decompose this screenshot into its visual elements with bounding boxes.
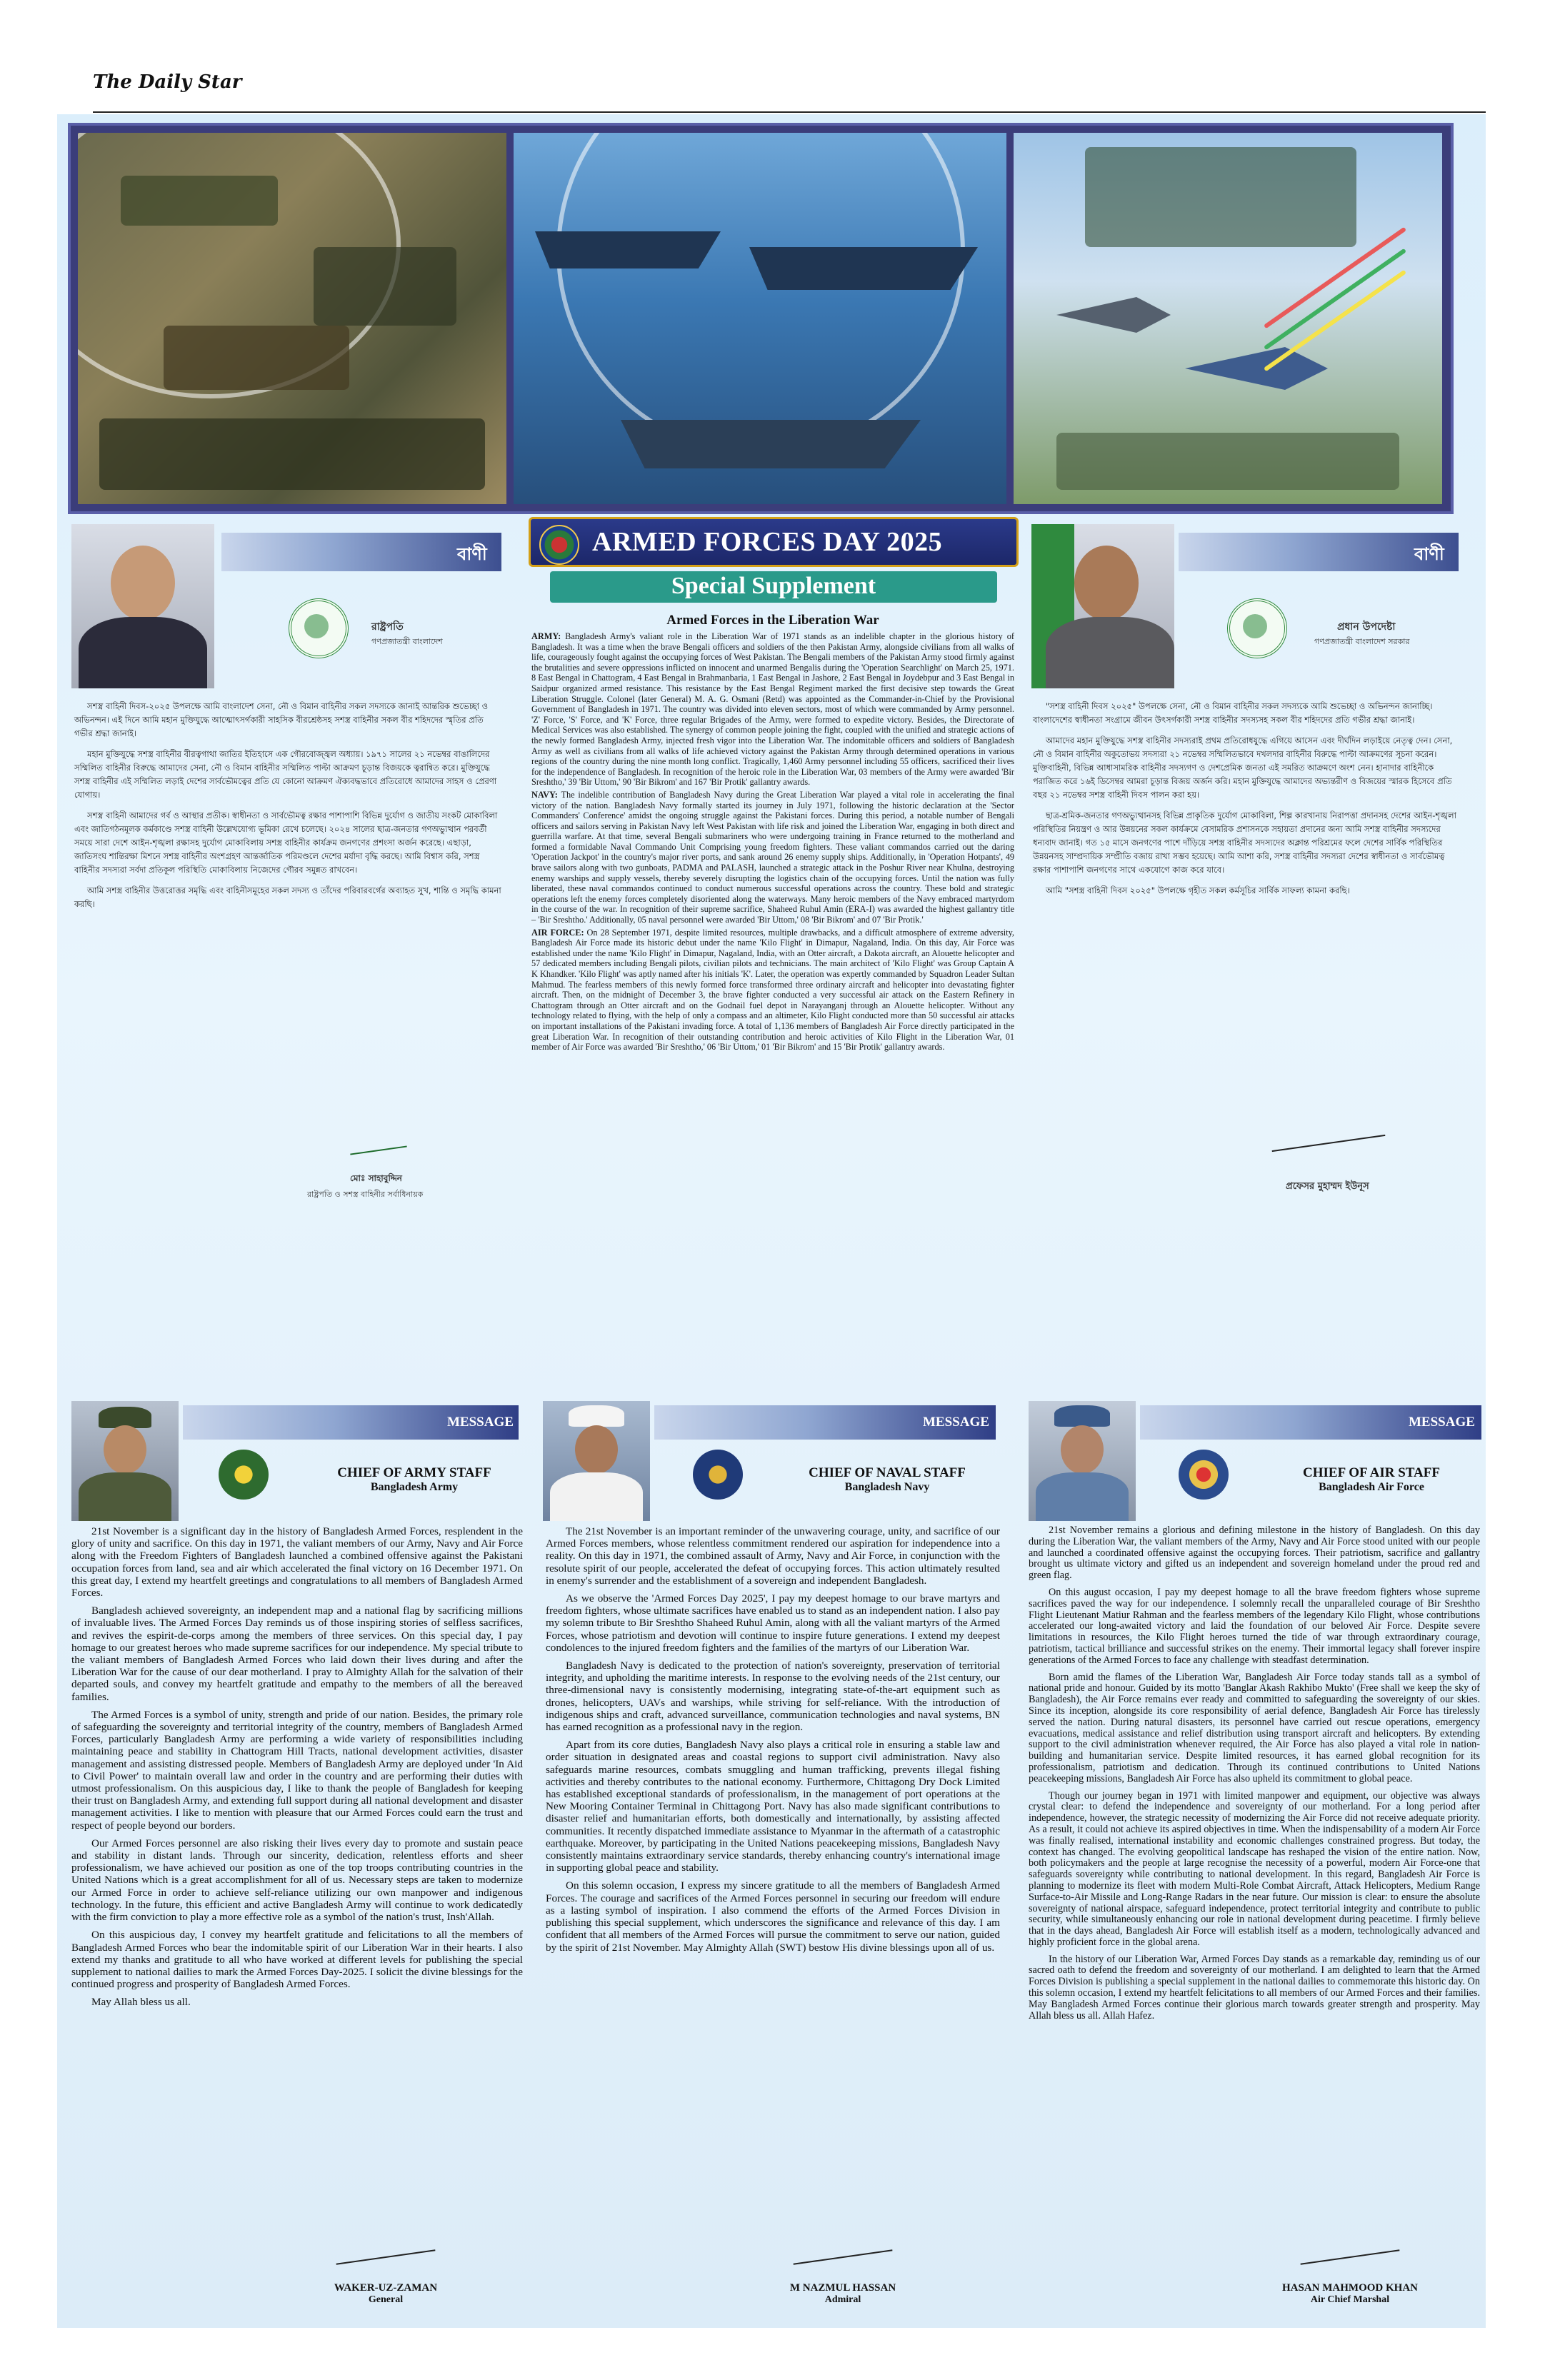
army-photo-panel [78,133,506,504]
airforce-chief-title [1264,1465,1479,1494]
message-paragraph: On this solemn occasion, I express my sincere gratitude to all the members of Bangladesh Armed Forces. The courage and sacrifices of the Armed Forces personnel in securing our freedom will endure as a lasting symbol of inspiration. I also commend the efforts of the Armed Forces Division in publishing this special supplement, which underscores the significance and relevance of this day. I am confident that all members of the Armed Forces will pursue the commitment to serve our nation, guided by the spirit of 21st November. May Almighty Allah (SWT) bestow His divine blessings upon all of us. [546,1879,1000,1954]
navy-message-label: MESSAGE [923,1415,989,1430]
message-paragraph: Our Armed Forces personnel are also risking their lives every day to promote and sustain peace and stability in distant lands. Through our sincerity, dedication, relentless efforts and sheer professionalism, we have achieved our position as one of the top troops contributing countries in the United Nations which is a great accomplishment for all of us. Necessary steps are taken to modernize our Armed Force in order to achieve self-reliance utilizing our own manpower and indigenous technology. In the future, this efficient and active Bangladesh Army will continue to work dedicatedly with the firm conviction to play a more effective role as a symbol of the nation's trust, Insh'Allah. [71,1837,523,1924]
airfield-image [1056,433,1399,490]
message-paragraph: Bangladesh Navy is dedicated to the protection of nation's sovereignty, preservation of territorial integrity, and upholding the maritime interests. In response to the evolving needs of the 21st century, our three-dimensional navy is consistently modernising, integrating state-of-the-art equipment such as drones, helicopters, UAVs and warships, while striving for self-reliance. With the introduction of indigenous ships and craft, advanced surveillance, communication technologies and naval systems, BN has earned recognition as a professional navy in the region. [546,1660,1000,1734]
masthead [50,69,1500,114]
banner-subtitle: Special Supplement [671,573,876,599]
army-chief-title [307,1465,521,1494]
message-paragraph: As we observe the 'Armed Forces Day 2025', I pay my deepest homage to our brave martyrs and freedom fighters, whose ultimate sacrifices have enabled us to stand as an independent nation. I also pay my solemn tribute to Bir Sreshtho Shaheed Ruhul Amin, along with all the valiant martyrs of the Armed Forces, whose patriotism and devotion will continue to inspire future generations. I extend my deepest condolences to the injured freedom fighters and the families of the martyrs of our Liberation War. [546,1592,1000,1654]
liberation-war-article [531,631,1014,1055]
air-chief-name: HASAN MAHMOOD KHAN [1282,2282,1418,2294]
navy-chief-name: M NAZMUL HASSAN [789,2282,896,2294]
armed-forces-division-emblem [539,525,579,565]
message-paragraph: Though our journey began in 1971 with limited manpower and equipment, our objective was always crystal clear: to defend the independence and sovereignty of our motherland. For a long period after independence, however, the strategic necessity of modernizing the Air Force did not receive adequate priority. As a result, it could not achieve its aspired objectives in time. When the indispensability of a modern Air Force was finally realised, international instability and economic challenges constrained progress. But today, the context has changed. The evolving geopolitical landscape has reshaped the vision of the entire nation. Now, both policymakers and the people at large recognise the necessity of a powerful, modern Air Force-one that safeguards sovereignty while contributing to national development. In this regard, Bangladesh Air Force is planning to modernize its fleet with modern Multi-Role Combat Aircraft, Attack Helicopters, Medium Range Surface-to-Air Missile and Long-Range Radars in the near future. Our mission is clear: to ensure the absolute sovereignty of national airspace, safeguard independence, protect territorial integrity and contribute to public security, while simultaneously enhancing our role in national development during peacetime. I firmly believe that in the days ahead, Bangladesh Air Force will establish itself as a modern, technologically advanced and highly proficient force in the global arena. [1029,1789,1480,1948]
airforce-section-text: On 28 September 1971, despite limited resources, multiple drawbacks, and a difficult atmosphere of extreme adversity, Bangladesh Air Force made its historic debut under the name 'Kilo Flight' in Dimapur, Nagaland, India. On this day, Air Force was established under the name 'Kilo Flight' in Dimapur, Nagaland, India, with an Otter aircraft, a Dakota aircraft, an Alouette helicopter and 57 dedicated members including Bengali pilots, civilian pilots and technicians. The main architect of 'Kilo Flight' was Group Captain A K Khandker. 'Kilo Flight' was aptly named after his initials 'K'. Later, the operation was expertly commanded by Squadron Leader Sultan Mahmud. The fearless members of this newly formed force transformed three ordinary aircraft and helicopter into devastating fighter aircraft. Then, on the midnight of December 3, the brave fighter conducted a very successful air attack on the Eastern Refinery in Chattogram through an Otter aircraft and on the Godnail fuel depot in Narayanganj through an Alouette helicopter. Without any technology related to flying, with the help of only a compass and an altimeter, Kilo Flight conducted more than 50 successful air attacks on important installations of the Pakistani invading force. A total of 1,136 members of Bangladesh Air Force directly participated in the great Liberation War. In recognition of their outstanding contribution and heroic activities of Kilo Flight in the Liberation War, 01 member of Air Force was awarded 'Bir Sreshtho,' 06 'Bir Uttom,' 01 'Bir Bikrom' and 15 'Bir Protik' gallantry awards. [531,927,1015,1053]
airforce-message-label: MESSAGE [1409,1415,1475,1430]
chief-adviser-emblem [1227,598,1287,658]
chief-adviser-designation: প্রধান উপদেষ্টা [1337,621,1396,633]
bangladesh-navy-crest [693,1450,743,1500]
helicopter-image [121,176,278,226]
message-paragraph: মহান মুক্তিযুদ্ধে সশস্ত্র বাহিনীর বীরত্বগাথা জাতির ইতিহাসে এক গৌরবোজ্জ্বল অধ্যায়। ১৯৭১ সালের ২১ নভেম্বর বাঙালিদের সম্মিলিত বাহিনীর বিরুদ্ধে আমাদের সেনা, নৌ ও বিমান বাহিনীর সম্মিলিত পাল্টা আক্রমণ চূড়ান্ত বিজয়কে ত্বরান্বিত করে। মুক্তিযুদ্ধে সশস্ত্র বাহিনীর এই সম্মিলিত লড়াই দেশের সার্বভৌমত্বের প্রতি যে কোনো আক্রমণ ঐক্যবদ্ধভাবে প্রতিরোধে আমাদের সাহস ও প্রেরণা যোগায়। [74,749,497,800]
president-subdesignation: গণপ্রজাতন্ত্রী বাংলাদেশ [371,637,443,646]
smoke-trail [1264,270,1406,372]
bangladesh-air-force-crest [1179,1450,1229,1500]
air-chief-message [1029,1525,1480,2027]
air-chief-signoff [1257,2282,1443,2306]
armed-forces-day-banner [529,517,1019,567]
army-section-label: ARMY: [531,631,561,641]
message-paragraph: The 21st November is an important reminder of the unwavering courage, unity, and sacrifice of our Armed Forces members, whose relentless commitment rendered our aspiration for independence into a reality. On this day in 1971, the combined assault of Army, Navy and Air Force, in conjunction with the resolute spirit of our people, accelerated the defeat of occupying forces. This action ultimately resulted in enemy's surrender and the establishment of a sovereign and independent Bangladesh. [546,1525,1000,1587]
message-paragraph: ছাত্র-শ্রমিক-জনতার গণঅভ্যুত্থানসহ বিভিন্ন প্রাকৃতিক দুর্যোগ মোকাবিলা, শিল্প কারখানায় নিরাপত্তা প্রদানসহ দেশের আইন-শৃঙ্খলা পরিস্থিতির নিয়ন্ত্রণ ও আর উন্নয়নের সকল কার্যক্রমে বেসামরিক প্রশাসনকে সহায়তা প্রদানের জন্য আমি সশস্ত্র বাহিনীর সদস্যদের ধন্যবাদ জানাই। গত ১৫ মাসে জনগণের পাশে দাঁড়িয়ে সশস্ত্র বাহিনীর সদস্যদের অক্লান্ত পরিশ্রমের ফলে দেশের সার্বিক পরিস্থিতির উন্নয়নসহ সাম্প্রদায়িক সম্প্রীতি বজায় রাখা সম্ভব হয়েছে। আমি আশা করি, সশস্ত্র বাহিনীর সদস্যরা দেশের স্বাধীনতা ও সার্বভৌমত্ব রক্ষার পাশাপাশি জনগণের সাথে একযোগে কাজ করে যাবে। [1033,810,1456,875]
soldiers-image [314,247,456,326]
navy-chief-message [546,1525,1000,1959]
message-paragraph: সশস্ত্র বাহিনী আমাদের গর্ব ও আস্থার প্রতীক। স্বাধীনতা ও সার্বভৌমত্ব রক্ষার পাশাপাশি বিভিন্ন দুর্যোগ ও জাতীয় সংকট মোকাবিলা এবং জাতিগঠনমূলক কর্মকাণ্ডে সশস্ত্র বাহিনী উল্লেখযোগ্য ভূমিকা রেখে চলেছে। ২০২৪ সালের ছাত্র-জনতার গণঅভ্যুত্থান পরবর্তী সময়ে সারা দেশে আইন-শৃঙ্খলা রক্ষাসহ দুর্যোগ মোকাবিলায় সশস্ত্র বাহিনীর কার্যক্রম জনগণের প্রশংসা অর্জন করেছে। এছাড়া, জাতিসংঘ শান্তিরক্ষা মিশনে সশস্ত্র বাহিনীর অংশগ্রহণ আন্তর্জাতিক পরিমণ্ডলে দেশের মর্যাদা বৃদ্ধি করছে। আমি বিশ্বাস করি, সশস্ত্র বাহিনীর সদস্যরা সর্বদা প্রতিকূল পরিস্থিতি মোকাবিলায় নিজেদের গৌরব সমুন্নত রাখবেন। [74,810,498,875]
navy-section-label: NAVY: [531,789,558,800]
airforce-section-label: AIR FORCE: [531,927,584,938]
banner-title: ARMED FORCES DAY 2025 [592,527,943,557]
president-header-banner [221,533,501,571]
airforce-message-header [1140,1405,1481,1440]
army-org: Bangladesh Army [370,1481,459,1493]
chief-adviser-header-label: বাণী [1414,544,1444,564]
message-paragraph: On this auspicious day, I convey my heartfelt gratitude and felicitations to all the members of Bangladesh Armed Forces who bear the indomitable spirit of our Liberation War in their hearts. I also extend my thanks and gratitude to all who have worked at different levels for publishing the special supplement to national dailies to mark the Armed Forces Day-2025. I solicit the divine blessings for the continued progress and prosperity of Bangladesh Armed Forces. [71,1929,523,1991]
president-signature-role: রাষ্ট্রপতি ও সশস্ত্র বাহিনীর সর্বাধিনায়ক [307,1190,424,1199]
airforce-org: Bangladesh Air Force [1319,1481,1424,1493]
navy-photo-panel [514,133,1006,504]
fighter-jet-image [1185,347,1328,390]
navy-chief-rank: Admiral [824,2294,861,2305]
message-paragraph: Born amid the flames of the Liberation War, Bangladesh Air Force today stands tall as a symbol of national pride and honour. Guided by its motto 'Banglar Akash Rakhibo Mukto' (Free shall we keep the sky of Bangladesh), the Air Force remains ever ready and committed to safeguarding the sovereignty of our skies. Since its inception, alongside its core responsibility of aerial defence, Bangladesh Air Force has tirelessly served the nation. During natural disasters, its personnel have carried out rescue operations, emergency evacuations, medical assistance and relief distribution using transport aircraft and helicopters. By extending support to the civil administration whenever required, the Air Force has also played a vital role in nation-building and humanitarian service. Despite limited resources, it has earned global recognition for its professionalism, patriotism and dedication. Through its continued contributions to United Nations peacekeeping missions, Bangladesh Air Force has also upheld its commitment to global peace. [1029,1671,1480,1784]
message-paragraph: আমি সশস্ত্র বাহিনীর উত্তরোত্তর সমৃদ্ধি এবং বাহিনীসমূহের সকল সদস্য ও তাঁদের পরিবারবর্গের অব্যাহত সুখ, শান্তি ও সমৃদ্ধি কামনা করছি। [74,885,501,909]
navy-section [531,790,1014,925]
army-section [531,631,1014,788]
navy-org: Bangladesh Navy [844,1481,930,1493]
navy-chief-title-text: CHIEF OF NAVAL STAFF [809,1465,966,1480]
message-paragraph: "সশস্ত্র বাহিনী দিবস ২০২৫" উপলক্ষে সেনা, নৌ ও বিমান বাহিনীর সকল সদস্যকে আমি শুভেচ্ছা ও অভিনন্দন জানাচ্ছি। বাংলাদেশের স্বাধীনতা সংগ্রামে জীবন উৎসর্গকারী সশস্ত্র বাহিনীর সদস্যসহ সকল বীর শহিদদের প্রতি গভীর শ্রদ্ধা জানাই। [1033,701,1433,725]
navy-chief-signoff [750,2282,936,2306]
chief-adviser-signature-name: প্রফেসর মুহাম্মদ ইউনূস [1286,1181,1369,1192]
chief-adviser-message [1033,700,1461,905]
president-portrait [71,524,214,688]
message-paragraph: 21st November remains a glorious and defining milestone in the history of Bangladesh. On this day during the Liberation War, the valiant members of the Army, Navy and Air Force stood united with our people and launched a coordinated offensive against the occupying forces. Their patriotism, sacrifice and gallantry brought us ultimate victory and gifted us an independent and sovereign homeland under the proud red and green flag. [1029,1525,1480,1582]
army-section-text: Bangladesh Army's valiant role in the Liberation War of 1971 stands as an indelible chapter in the glorious history of Bangladesh. It was a time when the brave Bengali officers and soldiers of the then Pakistan Army, alongside civilians from all walks of life, courageously fought against the occupying forces of West Pakistan. The Bengali members of the Pakistan Army stood firmly against the brutalities and severe oppressions inflicted on innocent and unarmed Bengalis during the 'Operation Searchlight' on March 25, 1971. 8 East Bengal in Chattogram, 4 East Bengal in Brahmanbaria, 1 East Bengal in Jashore, 2 East Bengal in Joydebpur and 3 East Bengal in Saidpur organized armed resistance. This resistance by the East Bengal Regiment marked the first decisive step towards the Great Liberation Struggle. Colonel (later General) M. A. G. Osmani (Retd) was appointed as the Commander-in-Chief by the Provisional Government of Bangladesh in 1971. The country was divided into eleven sectors, most of which were commanded by Army personnel. 'Z' Force, 'S' Force, and 'K' Force, three regular Brigades of the Army, were formed to expedite victory. Besides, the Directorate of Medical Services was also established. The synergy of common people joining the fight, coupled with the unified and strategic actions of the newly formed Bangladesh Army, injected fresh vigor into the Liberation War. The indomitable officers and soldiers of Bangladesh Army as well as civilians from all walks of life achieved victory against the Pakistan Army through determined operations in various regions of the country during the nine month long conflict. Tragically, 1,460 Army personnel including 55 officers, sacrificed their lives for the independence of Bangladesh. In recognition of the heroic role in the Liberation War, 03 members of the Army were awarded 'Bir Sreshtho,' 39 'Bir Uttom,' 90 'Bir Bikrom' and 167 'Bir Protik' gallantry awards. [531,631,1014,788]
special-supplement-banner [550,571,997,603]
message-paragraph: In the history of our Liberation War, Armed Forces Day stands as a remarkable day, reminding us of our sacred oath to defend the freedom and sovereignty of our motherland. I am delighted to learn that the Armed Forces Division is publishing a special supplement in the national dailies to commemorate this historic day. On this solemn occasion, I extend my heartfelt felicitations to all members of our Armed Forces and their families. May Bangladesh Armed Forces continue their glorious march towards greater strength and prosperity. May Allah bless us all. Allah Hafez. [1029,1953,1480,2022]
army-chief-rank: General [368,2294,404,2305]
message-paragraph: সশস্ত্র বাহিনী দিবস-২০২৫ উপলক্ষে আমি বাংলাদেশ সেনা, নৌ ও বিমান বাহিনীর সকল সদস্যকে জানাই আন্তরিক শুভেচ্ছা ও অভিনন্দন। এই দিনে আমি মহান মুক্তিযুদ্ধে আত্মোৎসর্গকারী সাহসিক বীরশ্রেষ্ঠসহ সশস্ত্র বাহিনীর সকল বীর শহিদদের স্মৃতির প্রতি গভীর শ্রদ্ধা জানাই। [74,701,489,738]
photo-collage [68,123,1454,514]
tank-image [164,326,349,390]
bangladesh-army-crest [219,1450,269,1500]
troops-image [99,418,485,490]
navy-chief-title [780,1465,994,1494]
chief-adviser-portrait [1031,524,1174,688]
message-paragraph: Apart from its core duties, Bangladesh Navy also plays a critical role in ensuring a stable law and order situation in designated areas and coastal regions to support civil administration. Navy also safeguards marine resources, combats smuggling and human trafficking, prevents illegal fishing activities and thereby contributes to the national economy. Furthermore, Chittagong Dry Dock Limited has established exceptional standards of professionalism, in the management of port operations at the New Mooring Container Terminal in Chittagong Port. Navy has also made significant contributions to disaster relief and humanitarian efforts, both domestically and internationally, by assisting affected communities. It recently dispatched immediate assistance to Myanmar in the aftermath of a catastrophic earthquake. Moreover, by participating in the United Nations peacekeeping missions, Bangladesh Navy consistently maintains extraordinary service standards, thereby enhancing country's international image in supporting global peace and stability. [546,1739,1000,1874]
president-emblem [289,598,349,658]
airforce-section [531,928,1014,1053]
chief-adviser-header-banner [1179,533,1459,571]
masthead-rule [93,111,1486,113]
army-chief-title-text: CHIEF OF ARMY STAFF [337,1465,491,1480]
chief-adviser-subdesignation: গণপ্রজাতন্ত্রী বাংলাদেশ সরকার [1314,637,1410,646]
collage-arc [556,133,965,456]
army-message-header [183,1405,519,1440]
message-paragraph: 21st November is a significant day in the history of Bangladesh Armed Forces, resplendent in the glory of unity and sacrifice. On this day in 1971, the valiant members of our Army, Navy and Air Force along with the Freedom Fighters of Bangladesh launched a combined offensive against the Pakistani occupation forces from land, sea and air which accelerated the final victory on 16 December 1971. On this great day, I extend my heartfelt greetings and congratulations to all members of Bangladesh Armed Forces. [71,1525,523,1600]
army-message-label: MESSAGE [447,1415,514,1430]
message-paragraph: On this august occasion, I pay my deepest homage to all the brave freedom fighters whose supreme sacrifices paved the way for our independence. I solemnly recall the unparalleled courage of Bir Sreshtho Flight Lieutenant Matiur Rahman and the fearless members of the legendary Kilo Flight, whose contributions accelerated our long-awaited victory and laid the foundation of our beloved Air Force. Despite severe limitations in resources, the Kilo Flight heroes turned the tide of war through extraordinary courage, patriotism, tactical brilliance and successful strikes on the enemy. Their immortal legacy shall forever inspire generations of the Armed Forces to face any challenge with steadfast determination. [1029,1586,1480,1666]
president-signature-name: মোঃ সাহাবুদ্দিন [350,1173,402,1183]
president-message [74,700,503,918]
message-paragraph: May Allah bless us all. [91,1996,191,2009]
president-designation: রাষ্ট্রপতি [371,621,404,633]
message-paragraph: আমাদের মহান মুক্তিযুদ্ধে সশস্ত্র বাহিনীর সদস্যরাই প্রথম প্রতিরোধযুদ্ধে এগিয়ে আসেন এবং দীর্ঘদিন লড়াইয়ে নেতৃত্ব দেন। সেনা, নৌ ও বিমান বাহিনীর অকুতোভয় সদস্যরা ২১ নভেম্বর সম্মিলিতভাবে দখলদার বাহিনীর বিরুদ্ধে পাল্টা আক্রমণের সূচনা করেন। মুক্তিবাহিনী, বিভিন্ন আধাসামরিক বাহিনীর সদস্যগণ ও দেশপ্রেমিক জনতা এই সমরিত আক্রমণে অংশ নেন। হানাদার বাহিনীকে পরাজিত করে ১৬ই ডিসেম্বর আমরা চূড়ান্ত বিজয় অর্জন করি। মহান মুক্তিযুদ্ধে আমাদের অভ্যন্তরীণ ও বিজয়ের স্মারক হিসেবে প্রতি বছর ২১ নভেম্বর সশস্ত্র বাহিনী দিবস পালন করা হয়। [1033,735,1453,800]
message-paragraph: Bangladesh achieved sovereignty, an independent map and a national flag by sacrificing millions of invaluable lives. The Armed Forces Day reminds us of those inspiring stories of selfless sacrifices, and revives the espirit-de-corps among the members of three services. On this special day, I pay homage to our greatest heroes who made supreme sacrifices for our independence. My special tribute to the valiant members of Bangladesh Armed Forces who laid down their lives during and after the Liberation War for the cause of our dear motherland. I pray to Almighty Allah for the salvation of their departed souls, and convey my heartfelt gratitude and empathy to the members of all the bereaved families. [71,1605,523,1703]
newspaper-logo: The Daily Star [93,71,242,93]
army-chief-portrait [71,1401,179,1521]
message-paragraph: আমি "সশস্ত্র বাহিনী দিবস ২০২৫" উপলক্ষে গৃহীত সকল কর্মসূচির সার্বিক সাফল্য কামনা করছি। [1046,885,1350,895]
president-header-label: বাণী [457,544,487,564]
smoke-trail [1264,248,1406,351]
air-chief-portrait [1029,1401,1136,1521]
helicopter-image [1056,297,1171,333]
navy-message-header [654,1405,996,1440]
air-force-personnel-image [1085,147,1356,247]
airforce-chief-title-text: CHIEF OF AIR STAFF [1303,1465,1440,1480]
air-chief-rank: Air Chief Marshal [1310,2294,1390,2305]
army-chief-name: WAKER-UZ-ZAMAN [334,2282,438,2294]
navy-section-text: The indelible contribution of Bangladesh Navy during the Great Liberation War played a vital role in accelerating the final victory of the nation. Bangladesh Navy formally started its journey in July 1971, following the historic declaration at the 'Sector Commanders' Conference' amidst the ongoing struggle against the Pakistani forces. During this period, a notable number of Bengali officers and sailors serving in Pakistan Navy left West Pakistan with life risk and joined the Liberation War, engaging in both direct and guerrilla warfare. At that time, several Bengali submariners who were undergoing training in France returned to the motherland and formed a formidable Naval Commando Unit Comprising young freedom fighters. These valiant commandos carried out the daring 'Operation Jackpot' in the country's major river ports, and sank around 26 enemy supply ships. Additionally, in 'Operation Hotpants', 49 brave sailors along with two gunboats, PADMA and PALASH, launched a strategic attack in the Poshur River near Khulna, destroying enemy warships and supply vessels, thereby severely disrupting the logistics chain of the occupying forces. Until the nation was fully liberated, these naval commandos continued to conduct numerous successful operations across the country. These bold and strategic operations left the enemy forces completely disoriented along the waterways. Many heroic members of the Navy embraced martyrdom in the course of the war. In recognition of their supreme sacrifice, Shaheed Ruhul Amin (ERA-I) was awarded the highest gallantry title – 'Bir Sreshtho.' Additionally, 05 naval personnel were awarded 'Bir Uttom,' 08 'Bir Bikrom' and 07 'Bir Protik.' [531,789,1014,925]
navy-chief-portrait [543,1401,650,1521]
airforce-photo-panel [1014,133,1442,504]
army-chief-message [71,1525,523,2014]
article-title: Armed Forces in the Liberation War [666,613,879,628]
army-chief-signoff [293,2282,479,2306]
message-paragraph: The Armed Forces is a symbol of unity, strength and pride of our nation. Besides, the primary role of safeguarding the sovereignty and territorial integrity of the country, members of Bangladesh Armed Forces, particularly Bangladesh Army are performing a wide variety of responsibilities including maintaining peace and stability in Chattogram Hill Tracts, national development activities, disaster management and assisting distressed people. Members of Bangladesh Army are deployed under 'In Aid to Civil Power' to maintain overall law and order in the country and are performing their duties with utmost professionalism. On this auspicious day, I like to thank the people of Bangladesh for keeping their trust on Bangladesh Army, and extending full support during all national development and disaster management activities. I like to mention with pleasure that our Armed Forces could earn the trust and respect of people beyond our borders. [71,1708,523,1832]
